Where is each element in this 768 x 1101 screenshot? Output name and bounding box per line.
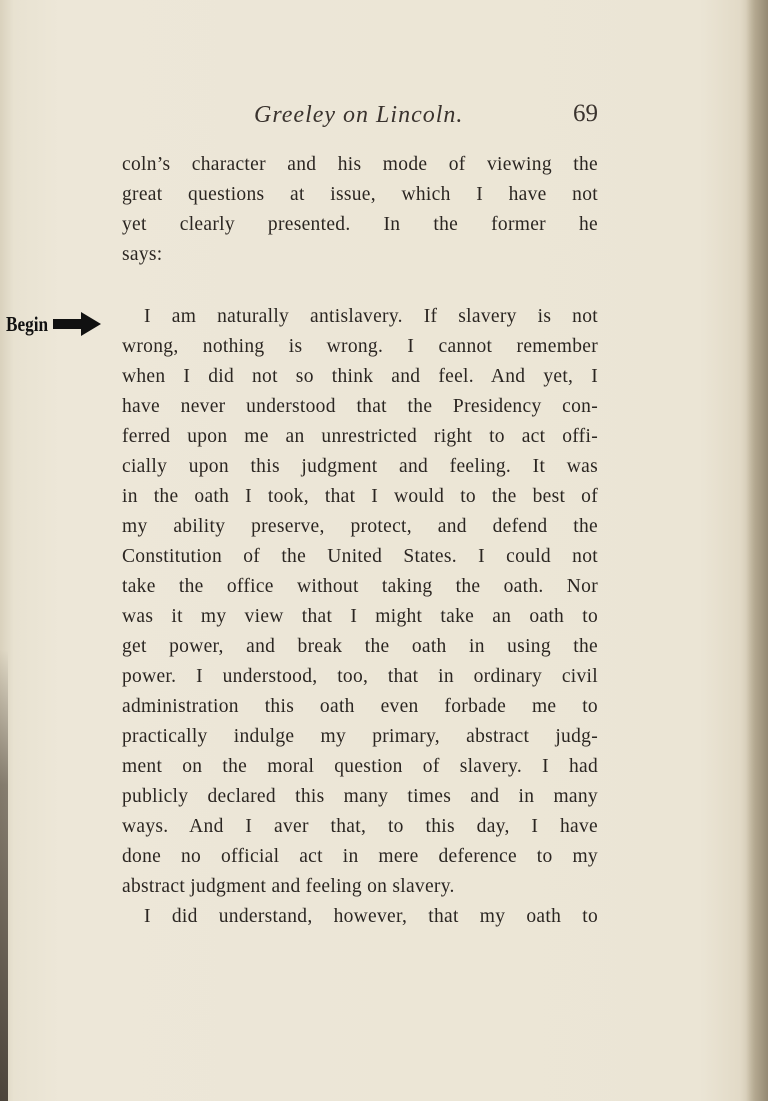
- quote-line: wrong, nothing is wrong. I cannot remember: [122, 336, 598, 357]
- quote-line: administration this oath even forbade me to: [122, 696, 598, 717]
- quote-line: Constitution of the United States. I could not: [122, 546, 598, 567]
- text-line: says:: [122, 244, 163, 265]
- quote-line: abstract judgment and feeling on slavery.: [122, 876, 455, 897]
- running-header: [120, 96, 600, 136]
- quote-line: ways. And I aver that, to this day, I have: [122, 816, 598, 837]
- quote-line: ment on the moral question of slavery. I had: [122, 756, 598, 777]
- quote-line: I am naturally antislavery. If slavery is not: [144, 306, 598, 327]
- body-text: [122, 150, 598, 932]
- page-edge-shadow: [746, 0, 768, 1101]
- page-gutter-shadow: [0, 650, 8, 1101]
- quote-line: was it my view that I might take an oath to: [122, 606, 598, 627]
- quote-line: cially upon this judgment and feeling. It was: [122, 456, 598, 477]
- quote-line: practically indulge my primary, abstract judg-: [122, 726, 598, 747]
- page-number: 69: [573, 100, 598, 127]
- quote-line: take the office without taking the oath. Nor: [122, 576, 598, 597]
- quote-line: ferred upon me an unrestricted right to act offi-: [122, 426, 598, 447]
- paragraph-gap: [122, 270, 598, 302]
- quote-line: have never understood that the Presidency con-: [122, 396, 598, 417]
- running-head-title: Greeley on Lincoln.: [254, 102, 464, 128]
- text-line: yet clearly presented. In the former he: [122, 214, 598, 235]
- quote-line: in the oath I took, that I would to the best of: [122, 486, 598, 507]
- quote-line: when I did not so think and feel. And yet, I: [122, 366, 598, 387]
- quote-line: power. I understood, too, that in ordinary civil: [122, 666, 598, 687]
- quote-line: I did understand, however, that my oath to: [144, 906, 598, 927]
- begin-label: Begin: [6, 311, 49, 336]
- quote-line: publicly declared this many times and in many: [122, 786, 598, 807]
- quote-line: my ability preserve, protect, and defend the: [122, 516, 598, 537]
- right-arrow-icon: [53, 311, 103, 337]
- quote-line: get power, and break the oath in using the: [122, 636, 598, 657]
- text-line: great questions at issue, which I have not: [122, 184, 598, 205]
- quote-line: done no official act in mere deference to my: [122, 846, 598, 867]
- begin-marker: [6, 309, 103, 339]
- text-line: coln’s character and his mode of viewing the: [122, 154, 598, 175]
